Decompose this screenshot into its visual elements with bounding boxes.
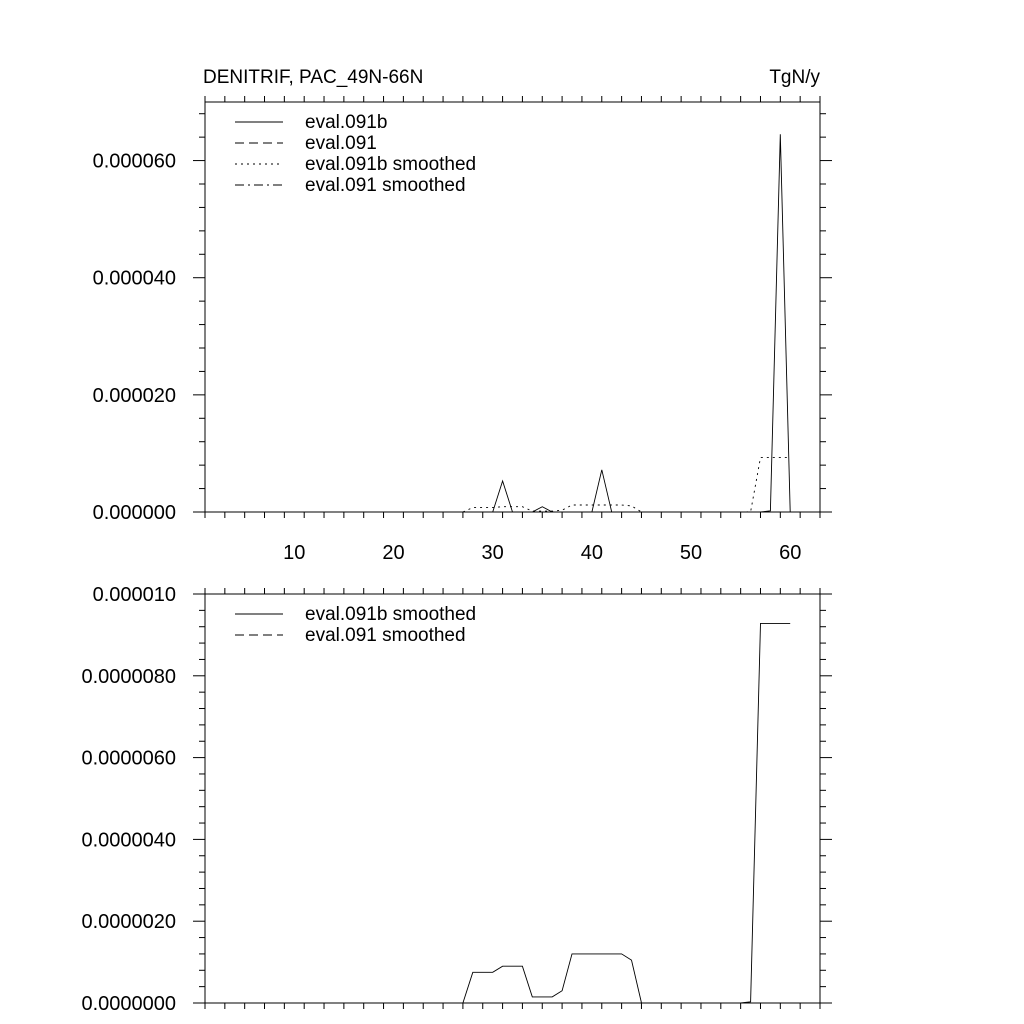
legend-label: eval.091b smoothed bbox=[305, 154, 477, 175]
plot-frame bbox=[205, 102, 820, 512]
legend-label: eval.091b smoothed bbox=[305, 604, 477, 625]
legend-label: eval.091 smoothed bbox=[305, 625, 466, 646]
series-line-3 bbox=[205, 458, 790, 512]
x-tick-label: 60 bbox=[779, 542, 802, 564]
chart-panel-1 bbox=[93, 67, 832, 564]
series-line-1 bbox=[205, 134, 790, 512]
y-tick-label: 0.0000080 bbox=[81, 665, 176, 688]
y-tick-label: 0.0000020 bbox=[81, 911, 176, 934]
legend-label: eval.091 smoothed bbox=[305, 175, 466, 196]
plot-frame bbox=[205, 594, 820, 1003]
chart-title: DENITRIF, PAC_49N-66N bbox=[203, 67, 424, 88]
y-tick-label: 0.000000 bbox=[92, 502, 176, 524]
y-tick-label: 0.000010 bbox=[92, 584, 176, 606]
legend-label: eval.091b bbox=[305, 112, 388, 133]
units-label: TgN/y bbox=[769, 67, 820, 88]
legend bbox=[235, 112, 476, 196]
x-tick-label: 30 bbox=[481, 542, 504, 564]
legend bbox=[235, 604, 476, 646]
y-tick-label: 0.0000040 bbox=[81, 829, 176, 852]
y-tick-label: 0.000060 bbox=[92, 150, 176, 173]
y-tick-label: 0.0000060 bbox=[81, 747, 176, 770]
x-tick-label: 10 bbox=[283, 542, 306, 564]
x-tick-label: 40 bbox=[580, 542, 603, 564]
y-tick-label: 0.0000000 bbox=[81, 993, 176, 1015]
series-line-1 bbox=[205, 623, 790, 1003]
x-tick-label: 20 bbox=[382, 542, 405, 564]
y-tick-label: 0.000040 bbox=[92, 267, 176, 290]
chart-panel-2 bbox=[81, 584, 832, 1015]
legend-label: eval.091 bbox=[305, 133, 377, 154]
y-tick-label: 0.000020 bbox=[92, 384, 176, 407]
x-tick-label: 50 bbox=[679, 542, 703, 564]
